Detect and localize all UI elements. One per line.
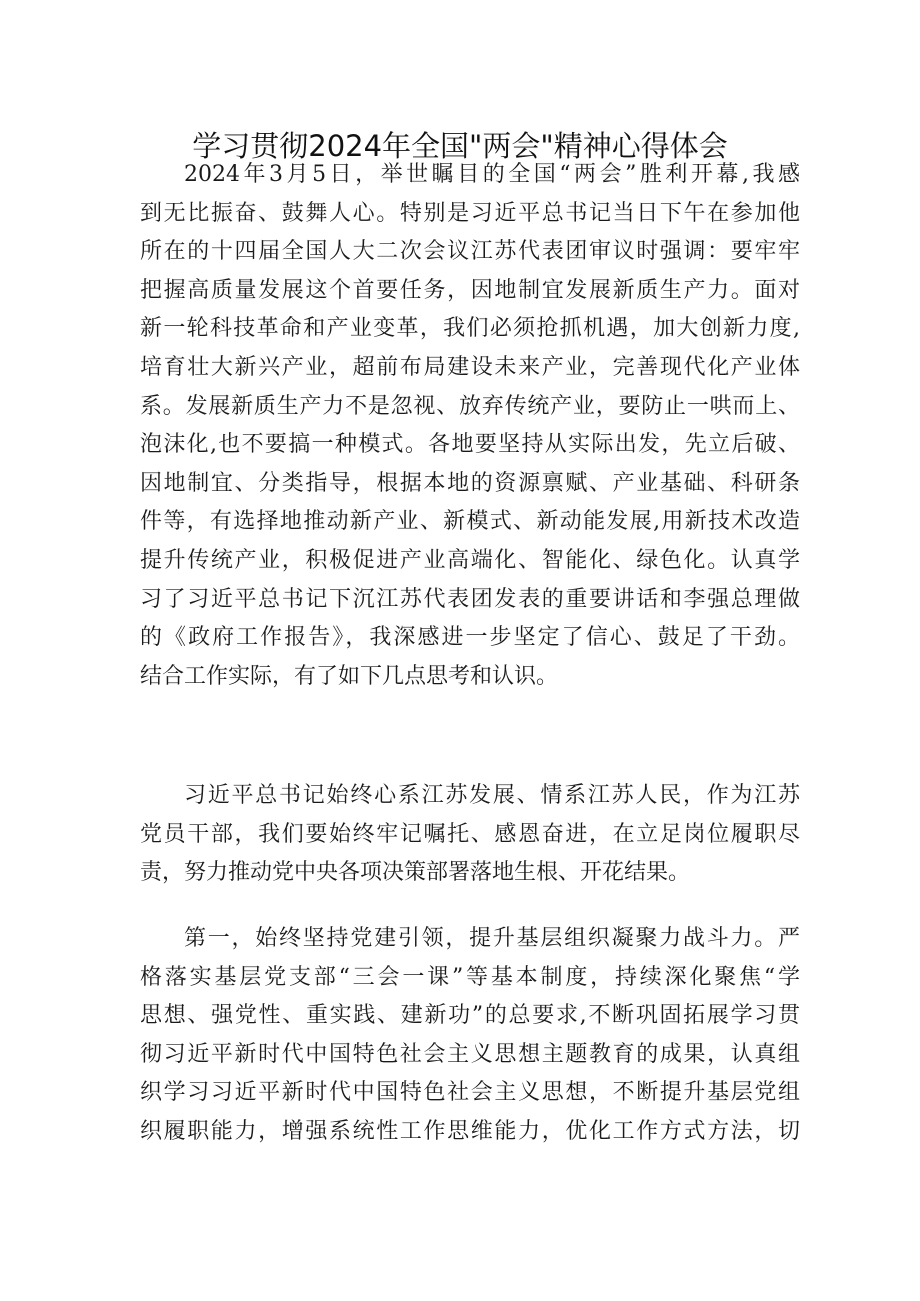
paragraph-line: 彻习近平新时代中国特色社会主义思想主题教育的成果，认真组 [140, 1041, 800, 1067]
paragraph-line: 新一轮科技革命和产业变革，我们必须抢抓机遇，加大创新力度, [140, 316, 800, 342]
paragraph-line: 责，努力推动党中央各项决策部署落地生根、开花结果。 [140, 860, 691, 886]
paragraph-line: 到无比振奋、鼓舞人心。特别是习近平总书记当日下午在参加他 [140, 200, 800, 226]
paragraph-first-point [140, 920, 800, 1152]
paragraph-line: 第一，始终坚持党建引领，提升基层组织凝聚力战斗力。严 [184, 926, 800, 951]
paragraph-line: 因地制宜、分类指导，根据本地的资源禀赋、产业基础、科研条 [140, 470, 800, 496]
paragraph-line: 织履职能力，增强系统性工作思维能力，优化工作方式方法，切 [140, 1118, 800, 1144]
paragraph-line: 2024年3月5日，举世瞩目的全国“两会”胜利开幕,我感 [184, 162, 800, 187]
document-title: 学习贯彻2024年全国"两会"精神心得体会 [192, 129, 728, 163]
paragraph-line: 结合工作实际，有了如下几点思考和认识。 [140, 663, 559, 689]
paragraph-intro [140, 156, 800, 696]
paragraph-line: 提升传统产业，积极促进产业高端化、智能化、绿色化。认真学 [140, 547, 800, 573]
paragraph-line: 党员干部，我们要始终牢记嘱托、感恩奋进，在立足岗位履职尽 [140, 821, 800, 847]
paragraph-commitment [140, 777, 800, 893]
paragraph-line: 的《政府工作报告》，我深感进一步坚定了信心、鼓足了干劲。 [140, 625, 800, 651]
paragraph-line: 思想、强党性、重实践、建新功”的总要求,不断巩固拓展学习贯 [140, 1003, 800, 1029]
paragraph-line: 所在的十四届全国人大二次会议江苏代表团审议时强调：要牢牢 [140, 239, 800, 265]
paragraph-line: 格落实基层党支部“三会一课”等基本制度，持续深化聚焦“学 [140, 964, 800, 990]
paragraph-line: 织学习习近平新时代中国特色社会主义思想，不断提升基层党组 [140, 1080, 800, 1106]
paragraph-line: 泡沫化,也不要搞一种模式。各地要坚持从实际出发，先立后破、 [140, 432, 800, 458]
paragraph-line: 系。发展新质生产力不是忽视、放弃传统产业，要防止一哄而上、 [140, 393, 800, 419]
paragraph-line: 件等，有选择地推动新产业、新模式、新动能发展,用新技术改造 [140, 509, 800, 535]
paragraph-line: 培育壮大新兴产业，超前布局建设未来产业，完善现代化产业体 [140, 354, 800, 380]
paragraph-line: 习了习近平总书记下沉江苏代表团发表的重要讲话和李强总理做 [140, 586, 800, 612]
paragraph-line: 把握高质量发展这个首要任务，因地制宜发展新质生产力。面对 [140, 277, 800, 303]
paragraph-line: 习近平总书记始终心系江苏发展、情系江苏人民，作为江苏 [184, 783, 800, 808]
